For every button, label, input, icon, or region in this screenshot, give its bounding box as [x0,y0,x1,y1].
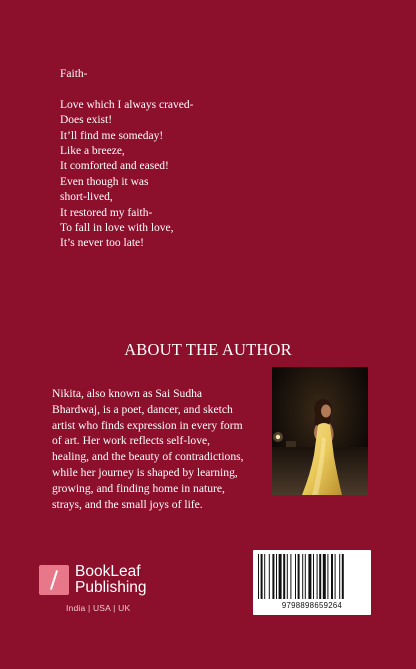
barcode-bar [302,554,303,599]
poem-line: It’s never too late! [60,237,144,250]
poem-title: Faith- [60,68,88,80]
about-author-heading: ABOUT THE AUTHOR [124,340,292,359]
author-bio [52,386,278,512]
barcode-bar [298,554,300,599]
poem-line: It’ll find me someday! [60,129,164,142]
poem-line: short-lived, [60,191,113,204]
barcode-bar [319,554,321,599]
barcode-bar [276,554,277,599]
barcode-bar [327,554,328,599]
poem-line: Even though it was [60,175,149,188]
poem-line: To fall in love with love, [60,222,174,235]
publisher-name-line2: Publishing [75,579,147,596]
barcode-bar [272,554,274,599]
poem-line: Does exist! [60,114,113,127]
barcode-bar [279,554,282,599]
barcode-bar [287,554,288,599]
barcode-bar [339,554,340,599]
publisher-name [75,564,147,596]
poem-line: It restored my faith- [60,206,153,219]
isbn-number: 9798898659264 [281,601,343,610]
barcode-bar [308,554,311,599]
barcode-bar [335,554,336,599]
bio-line: artist who finds expression in every form [52,418,243,432]
barcode-bar [269,554,270,599]
poem-line: It comforted and eased! [60,160,169,173]
barcode-bars [258,554,366,599]
publisher-name-line1: BookLeaf [75,563,141,580]
slash-logo-icon [39,565,69,595]
author-photo [272,367,368,495]
barcode-bar [342,554,344,599]
bio-line: of art. Her work reflects self-love, [52,434,211,448]
barcode-bar [323,554,326,599]
bio-line: while her journey is shaped by learning, [52,465,238,479]
barcode-bar [261,554,263,599]
bio-line: strays, and the small joys of life. [52,497,203,511]
bio-line: growing, and finding home in nature, [52,481,225,495]
barcode-bar [290,554,291,599]
poem-line: Like a breeze, [60,145,125,158]
barcode-bar [283,554,285,599]
barcode-bar [331,554,333,599]
isbn-barcode [253,550,371,615]
barcode-bar [313,554,314,599]
author-photo-illustration [272,367,368,495]
bio-line: healing, and the beauty of contradictions, [52,450,244,464]
publisher-logo [39,564,147,596]
barcode-bar [258,554,259,599]
barcode-bar [305,554,306,599]
poem [60,67,193,252]
bio-line: Bhardwaj, is a poet, dancer, and sketch [52,402,233,416]
barcode-bar [264,554,265,599]
barcode-bar [317,554,318,599]
barcode-bar [295,554,296,599]
poem-line: Love which I always craved- [60,98,194,111]
bio-line: Nikita, also known as Sai Sudha [52,387,203,400]
publisher-regions: India | USA | UK [66,603,131,613]
